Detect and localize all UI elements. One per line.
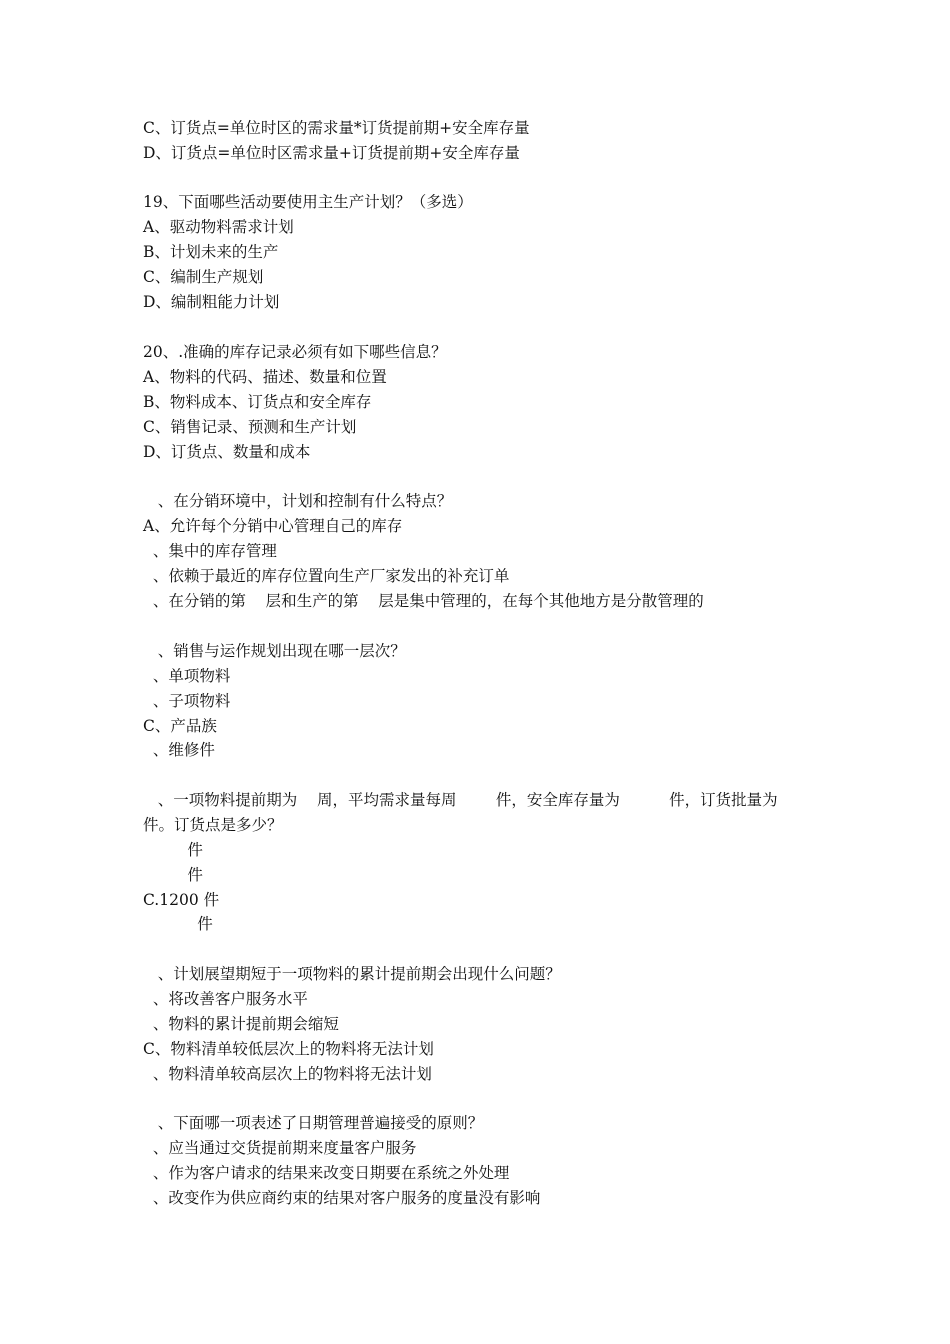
- option-line: 、集中的库存管理: [143, 542, 277, 560]
- option-line: 、单项物料: [143, 667, 231, 685]
- option-line: C.1200 件: [143, 891, 220, 909]
- option-line: C、销售记录、预测和生产计划: [143, 418, 357, 436]
- text-line: C、订货点=单位时区的需求量*订货提前期+安全库存量: [143, 119, 530, 137]
- option-line: A、允许每个分销中心管理自己的库存: [143, 517, 403, 535]
- question-line: 、销售与运作规划出现在哪一层次？: [143, 642, 406, 660]
- question-line: 、一项物料提前期为 周，平均需求量每周 件，安全库存量为 件，订货批量为: [143, 791, 778, 809]
- question-line: 19、下面哪些活动要使用主生产计划？（多选）: [143, 193, 473, 211]
- option-line: 件: [143, 841, 203, 859]
- option-line: 、子项物料: [143, 692, 231, 710]
- option-line: 、改变作为供应商约束的结果对客户服务的度量没有影响: [143, 1189, 541, 1207]
- option-line: 、作为客户请求的结果来改变日期要在系统之外处理: [143, 1164, 510, 1182]
- option-line: 、物料清单较高层次上的物料将无法计划: [143, 1065, 432, 1083]
- question-line: 件。订货点是多少？: [143, 816, 283, 834]
- option-line: C、物料清单较低层次上的物料将无法计划: [143, 1040, 434, 1058]
- option-line: B、物料成本、订货点和安全库存: [143, 393, 372, 411]
- option-line: 、依赖于最近的库存位置向生产厂家发出的补充订单: [143, 567, 510, 585]
- question-line: 、在分销环境中，计划和控制有什么特点？: [143, 492, 453, 510]
- option-line: 件: [143, 915, 213, 933]
- question-line: 、计划展望期短于一项物料的累计提前期会出现什么问题？: [143, 965, 561, 983]
- option-line: 、将改善客户服务水平: [143, 990, 308, 1008]
- option-line: 、维修件: [143, 741, 215, 759]
- option-line: 、在分销的第 层和生产的第 层是集中管理的，在每个其他地方是分散管理的: [143, 592, 704, 610]
- option-line: 、应当通过交货提前期来度量客户服务: [143, 1139, 417, 1157]
- question-line: 20、.准确的库存记录必须有如下哪些信息？: [143, 343, 447, 361]
- option-line: D、订货点、数量和成本: [143, 443, 311, 461]
- question-line: 、下面哪一项表述了日期管理普遍接受的原则？: [143, 1114, 484, 1132]
- text-line: D、订货点=单位时区需求量+订货提前期+安全库存量: [143, 144, 520, 162]
- option-line: 件: [143, 866, 203, 884]
- option-line: A、物料的代码、描述、数量和位置: [143, 368, 387, 386]
- option-line: D、编制粗能力计划: [143, 293, 280, 311]
- option-line: C、编制生产规划: [143, 268, 264, 286]
- option-line: 、物料的累计提前期会缩短: [143, 1015, 339, 1033]
- option-line: B、计划未来的生产: [143, 243, 279, 261]
- option-line: A、驱动物料需求计划: [143, 218, 294, 236]
- option-line: C、产品族: [143, 717, 217, 735]
